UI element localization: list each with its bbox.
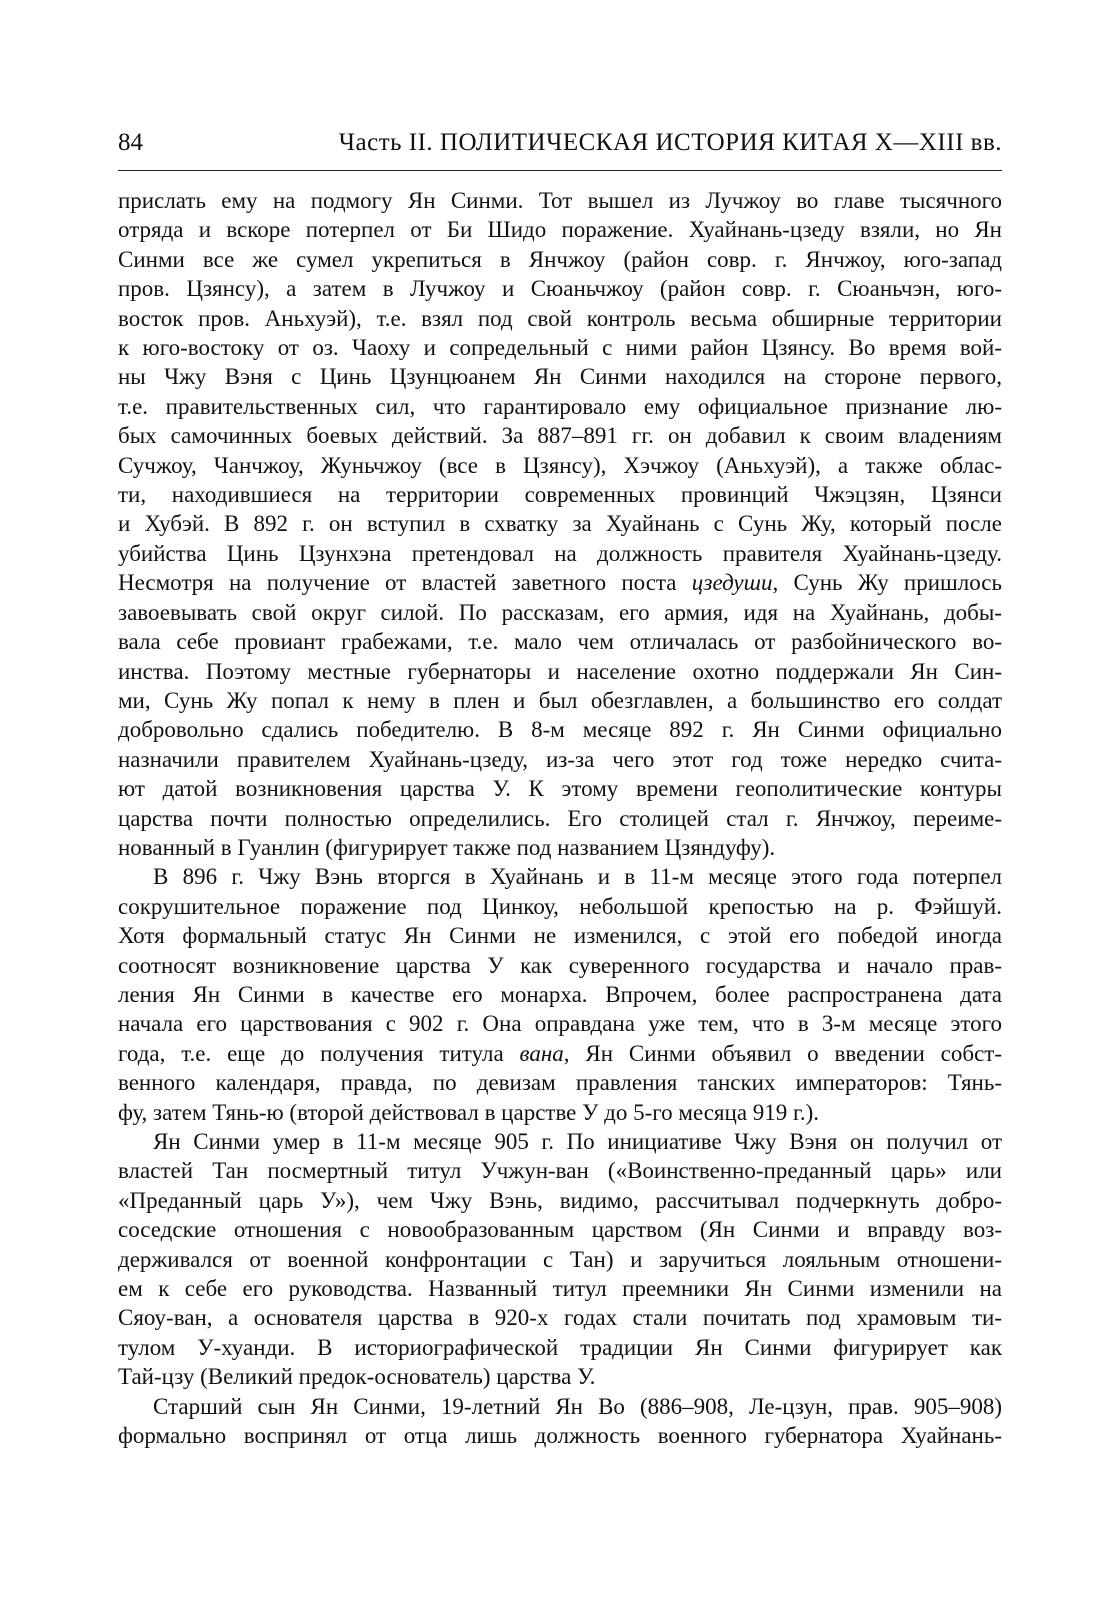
text-line: соотносят возникновение царства У как суверенного государства и начало прав- (118, 952, 1002, 978)
text-fragment: , Сунь Жу пришлось (772, 570, 1002, 596)
text-line: завоевывать свой округ силой. По рассказам, его армия, идя на Хуайнань, добы- (118, 599, 1002, 625)
header-rule (118, 170, 1002, 171)
text-line: Ян Синми умер в 11-м месяце 905 г. По инициативе Чжу Вэня он получил от (153, 1129, 1002, 1154)
text-line: т.е. правительственных сил, что гарантировало ему официальное признание лю- (118, 393, 1002, 419)
text-line: восток пров. Аньхуэй), т.е. взял под свой контроль весьма обширные территории (118, 305, 1002, 331)
running-head: Часть II. ПОЛИТИЧЕСКАЯ ИСТОРИЯ КИТАЯ X—XIII вв. (338, 129, 1002, 156)
page-header (118, 128, 1002, 158)
text-line: венного календаря, правда, по девизам правления танских императоров: Тянь- (118, 1070, 1002, 1096)
paragraph-4 (118, 1392, 1002, 1451)
italic-term: вана (519, 1040, 564, 1066)
text-fragment: , Ян Синми объявил о введении собст- (563, 1040, 1002, 1066)
text-line-with-italic (118, 568, 1002, 597)
text-line: В 896 г. Чжу Вэнь вторгся в Хуайнань и в 11-м месяце этого года потерпел (153, 864, 1002, 890)
text-line: сокрушительное поражение под Цинкоу, небольшой крепостью на р. Фэйшуй. (118, 893, 1002, 919)
text-line: инства. Поэтому местные губернаторы и население охотно поддержали Ян Син- (118, 658, 1002, 684)
paragraph-1 (118, 186, 1002, 862)
text-line: Старший сын Ян Синми, 19-летний Ян Во (886–908, Ле-цзун, прав. 905–908) (153, 1393, 1002, 1419)
page-number: 84 (118, 129, 143, 156)
text-line: формально воспринял от отца лишь должность военного губернатора Хуайнань- (118, 1423, 1002, 1449)
text-line: ми, Сунь Жу попал к нему в плен и был обезглавлен, а большинство его солдат (118, 687, 1002, 713)
text-line: и Хубэй. В 892 г. он вступил в схватку за Хуайнань с Сунь Жу, который после (118, 511, 1002, 537)
text-line: пров. Цзянсу), а затем в Лучжоу и Сюаньчжоу (район совр. г. Сюаньчэн, юго- (118, 276, 1002, 302)
text-line: держивался от военной конфронтации с Тан) и заручиться лояльным отношени- (118, 1246, 1002, 1272)
text-line: начала его царствования с 902 г. Она оправдана уже тем, что в 3-м месяце этого (118, 1011, 1002, 1037)
text-line: вала себе провиант грабежами, т.е. мало чем отличалась от разбойнического во- (118, 629, 1002, 655)
text-line: убийства Цинь Цзунхэна претендовал на должность правителя Хуайнань-цзеду. (118, 540, 1002, 566)
text-line: к юго-востоку от оз. Чаоху и сопредельный с ними район Цзянсу. Во время вой- (118, 335, 1002, 361)
text-line: фу, затем Тянь-ю (второй действовал в царстве У до 5-го месяца 919 г.). (118, 1099, 820, 1125)
text-line: Синми все же сумел укрепиться в Янчжоу (район совр. г. Янчжоу, юго-запад (118, 246, 1002, 272)
paragraph-2 (118, 862, 1002, 1127)
text-line: властей Тан посмертный титул Учжун-ван («Воинственно-преданный царь» или (118, 1158, 1002, 1184)
text-line: ны Чжу Вэня с Цинь Цзунцюанем Ян Синми находился на стороне первого, (118, 364, 1002, 390)
text-line: бых самочинных боевых действий. За 887–891 гг. он добавил к своим владениям (118, 423, 1002, 449)
paragraph-3 (118, 1127, 1002, 1392)
text-line: прислать ему на подмогу Ян Синми. Тот вышел из Лучжоу во главе тысячного (118, 188, 1002, 213)
text-line: Сяоу-ван, а основателя царства в 920-х годах стали почитать под храмовым ти- (118, 1305, 1002, 1331)
text-line-with-italic (118, 1039, 1002, 1068)
text-line: ления Ян Синми в качестве его монарха. Впрочем, более распространена дата (118, 981, 1002, 1007)
text-fragment: года, т.е. еще до получения титула (118, 1040, 520, 1066)
text-line: ем к себе его руководства. Названный титул преемники Ян Синми изменили на (118, 1276, 1002, 1302)
text-line: «Преданный царь У»), чем Чжу Вэнь, видимо, рассчитывал подчеркнуть добро- (118, 1187, 1002, 1213)
text-line: добровольно сдались победителю. В 8-м месяце 892 г. Ян Синми официально (118, 717, 1002, 743)
text-line: отряда и вскоре потерпел от Би Шидо поражение. Хуайнань-цзеду взяли, но Ян (118, 217, 1002, 243)
text-line: нованный в Гуанлин (фигурирует также под названием Цзяндуфу). (118, 834, 776, 860)
text-line: ти, находившиеся на территории современных провинций Чжэцзян, Цзянси (118, 482, 1002, 508)
text-line: царства почти полностью определились. Его столицей стал г. Янчжоу, переиме- (118, 805, 1002, 831)
text-line: назначили правителем Хуайнань-цзеду, из-за чего этот год тоже нередко счита- (118, 746, 1002, 772)
text-line: Тай-цзу (Великий предок-основатель) царства У. (118, 1364, 596, 1390)
text-line: Хотя формальный статус Ян Синми не изменился, с этой его победой иногда (118, 923, 1002, 949)
text-line: Сучжоу, Чанчжоу, Жуньчжоу (все в Цзянсу), Хэчжоу (Аньхуэй), а также облас- (118, 452, 1002, 478)
body-text (118, 186, 1002, 1450)
text-line: ют датой возникновения царства У. К этому времени геополитические контуры (118, 776, 1002, 802)
text-fragment: Несмотря на получение от властей заветного поста (118, 570, 692, 596)
text-line: тулом У-хуанди. В историографической традиции Ян Синми фигурирует как (118, 1334, 1002, 1360)
text-line: соседские отношения с новообразованным царством (Ян Синми и вправду воз- (118, 1217, 1002, 1243)
italic-term: цзедуши (691, 570, 773, 596)
